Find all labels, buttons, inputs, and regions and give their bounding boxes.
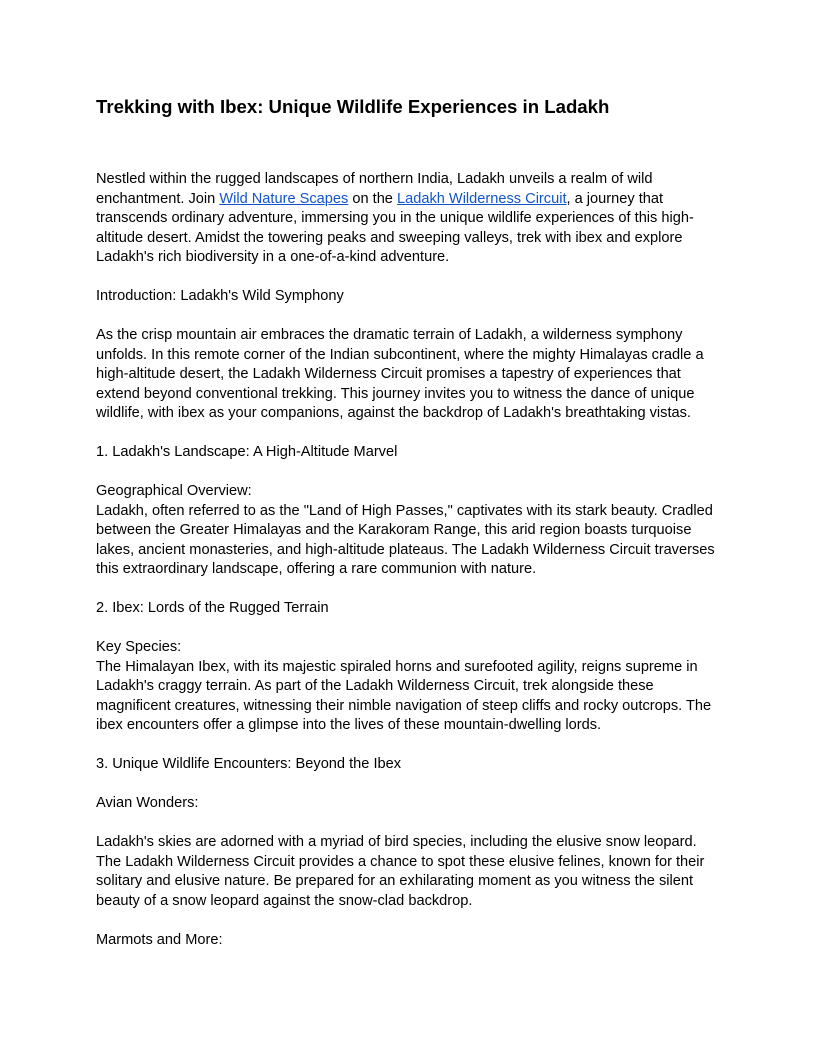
avian-paragraph: Ladakh's skies are adorned with a myriad of bird species, including the elusive snow leopard. The Ladakh Wilderness Circuit provides a chance to spot these elusive felines, known for their solitary and elusive nature. Be prepared for an exhilarating moment as you witness the silent beauty of a snow leopard against the snow-clad backdrop. — [96, 834, 705, 909]
spacer — [96, 775, 722, 795]
spacer — [96, 580, 722, 600]
document-title: Trekking with Ibex: Unique Wildlife Experiences in Ladakh — [96, 96, 610, 117]
intro-text-1: Nestled within the rugged landscapes of northern India, Ladakh unveils a realm of wild enchantment. Join — [96, 171, 653, 207]
spacer — [96, 424, 722, 444]
section-heading-landscape: 1. Ladakh's Landscape: A High-Altitude Marvel — [96, 444, 398, 460]
section-heading-wildlife-encounters: 3. Unique Wildlife Encounters: Beyond the Ibex — [96, 756, 402, 772]
subheading-geographical-overview: Geographical Overview: — [96, 483, 252, 499]
geography-paragraph: Ladakh, often referred to as the "Land of High Passes," captivates with its stark beauty. Cradled between the Greater Himalayas and the Karakoram Range, this arid region boasts turquoise lakes, ancient monasteries, and high-altitude plateaus. The Ladakh Wilderness Circuit traverses this extraordinary landscape, offering a rare communion with nature. — [96, 502, 715, 577]
spacer — [96, 268, 722, 288]
intro-text-3: , a journey that transcends ordinary adventure, immersing you in the unique wildlife experiences of this high-altitude desert. Amidst the towering peaks and sweeping valleys, trek with ibex and explore Ladakh's rich biodiversity in a one-of-a-kind adventure. — [96, 190, 694, 265]
spacer — [96, 911, 722, 931]
intro-text-2: on the — [348, 190, 397, 207]
spacer — [96, 307, 722, 327]
section-heading-introduction: Introduction: Ladakh's Wild Symphony — [96, 288, 344, 304]
wild-nature-scapes-link[interactable]: Wild Nature Scapes — [219, 190, 349, 207]
spacer — [96, 463, 722, 483]
ladakh-wilderness-circuit-link[interactable]: Ladakh Wilderness Circuit — [396, 190, 567, 207]
intro-paragraph — [96, 170, 722, 268]
document-page — [96, 94, 722, 950]
species-paragraph: The Himalayan Ibex, with its majestic spiraled horns and surefooted agility, reigns supreme in Ladakh's craggy terrain. As part of the Ladakh Wilderness Circuit, trek alongside these magnificent creatures, witnessing their nimble navigation of steep cliffs and rocky outcrops. The ibex encounters offer a glimpse into the lives of these mountain-dwelling lords. — [96, 658, 712, 733]
subheading-marmots-and-more: Marmots and More: — [96, 931, 223, 948]
spacer — [96, 619, 722, 639]
introduction-paragraph: As the crisp mountain air embraces the dramatic terrain of Ladakh, a wilderness symphony unfolds. In this remote corner of the Indian subcontinent, where the mighty Himalayas cradle a high-altitude desert, the Ladakh Wilderness Circuit promises a tapestry of experiences that extend beyond conventional trekking. This journey invites you to witness the dance of unique wildlife, with ibex as your companions, against the backdrop of Ladakh's breathtaking vistas. — [96, 327, 704, 421]
spacer — [96, 736, 722, 756]
subheading-avian-wonders: Avian Wonders: — [96, 795, 199, 811]
spacer — [96, 814, 722, 834]
subheading-key-species: Key Species: — [96, 639, 182, 655]
section-heading-ibex: 2. Ibex: Lords of the Rugged Terrain — [96, 600, 329, 616]
